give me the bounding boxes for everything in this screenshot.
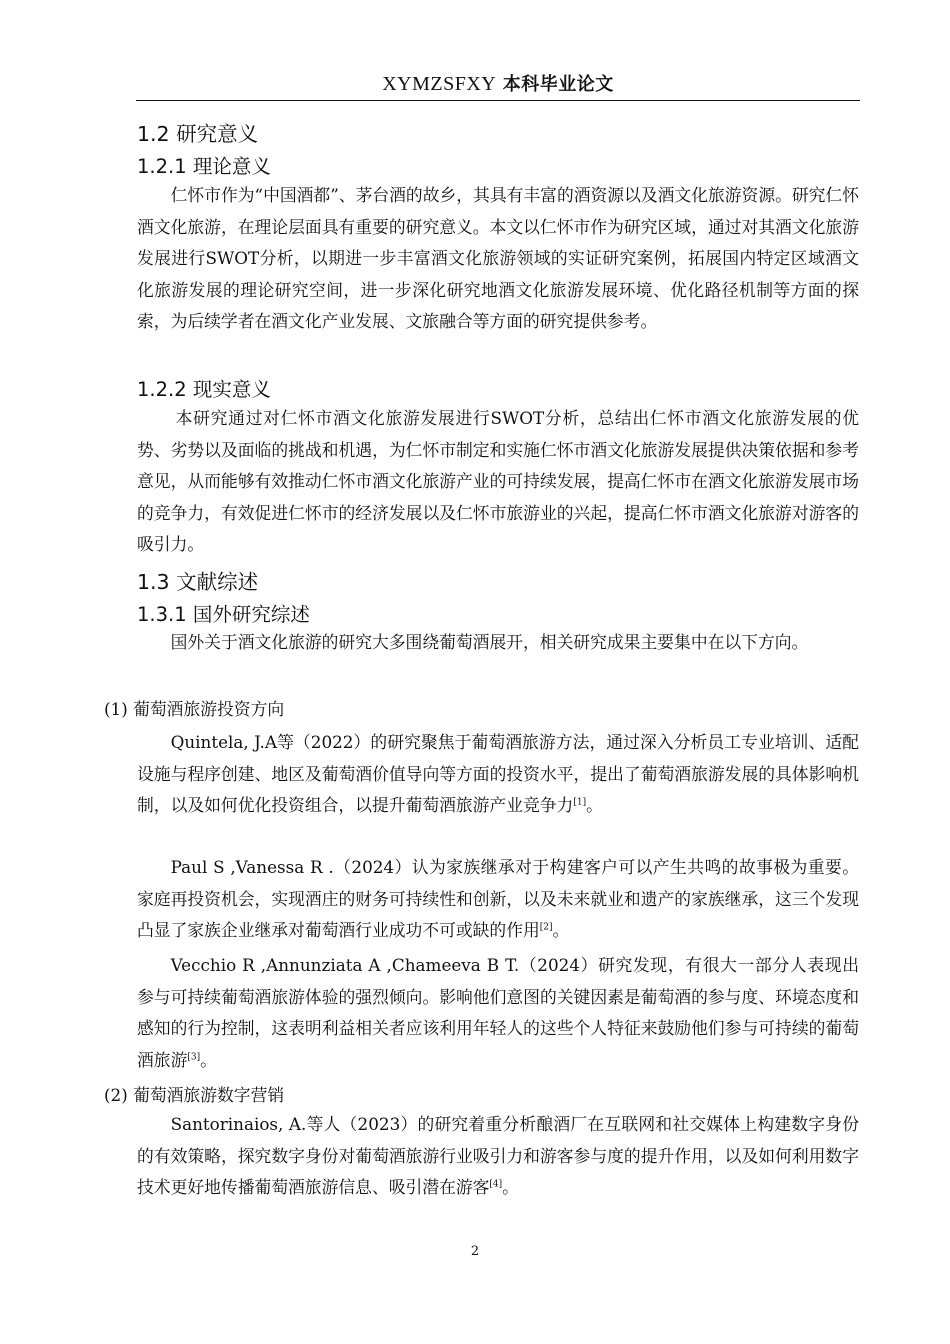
- paragraph-paul-text: Paul S ,Vanessa R .（2024）认为家族继承对于构建客户可以产生共鸣的故事极为重要。家庭再投资机会，实现酒庄的财务可持续性和创新，以及未来就业和遗产的家族继承，这三个发现凸显了家族企业继承对葡萄酒行业成功不可或缺的作用: [137, 857, 859, 940]
- heading-1-3-1: 1.3.1 国外研究综述: [137, 603, 310, 626]
- header-latin: XYMZSFXY: [382, 73, 497, 95]
- list-item-digital-marketing: (2) 葡萄酒旅游数字营销: [104, 1085, 285, 1105]
- header-rule: [136, 100, 860, 101]
- page-number: 2: [470, 1244, 480, 1259]
- citation-4: [4]: [489, 1179, 503, 1190]
- heading-1-2-1: 1.2.1 理论意义: [137, 155, 271, 178]
- citation-2: [2]: [539, 922, 553, 933]
- page-header: [136, 70, 860, 96]
- heading-1-2-2: 1.2.2 现实意义: [137, 378, 271, 401]
- paragraph-quintela-end: 。: [586, 795, 603, 815]
- heading-1-2: 1.2 研究意义: [137, 122, 259, 146]
- paragraph-quintela-text: Quintela, J.A等（2022）的研究聚焦于葡萄酒旅游方法，通过深入分析员工专业培训、适配设施与程序创建、地区及葡萄酒价值导向等方面的投资水平，提出了葡萄酒旅游发展的具体影响机制，以及如何优化投资组合，以提升葡萄酒旅游产业竞争力: [137, 732, 859, 815]
- citation-1: [1]: [573, 797, 587, 808]
- paragraph-quintela: [137, 727, 859, 822]
- paragraph-vecchio: [137, 950, 859, 1076]
- paragraph-practical: 本研究通过对仁怀市酒文化旅游发展进行SWOT分析，总结出仁怀市酒文化旅游发展的优势、劣势以及面临的挑战和机遇，为仁怀市制定和实施仁怀市酒文化旅游发展提供决策依据和参考意见，从而能够有效推动仁怀市酒文化旅游产业的可持续发展，提高仁怀市在酒文化旅游发展市场的竞争力，有效促进仁怀市的经济发展以及仁怀市旅游业的兴起，提高仁怀市酒文化旅游对游客的吸引力。: [137, 408, 859, 554]
- paragraph-theoretical: 仁怀市作为“中国酒都”、茅台酒的故乡，其具有丰富的酒资源以及酒文化旅游资源。研究仁怀酒文化旅游，在理论层面具有重要的研究意义。本文以仁怀市作为研究区域，通过对其酒文化旅游发展进行SWOT分析，以期进一步丰富酒文化旅游领域的实证研究案例，拓展国内特定区域酒文化旅游发展的理论研究空间，进一步深化研究地酒文化旅游发展环境、优化路径机制等方面的探索，为后续学者在酒文化产业发展、文旅融合等方面的研究提供参考。: [137, 185, 860, 331]
- paragraph-vecchio-text: Vecchio R ,Annunziata A ,Chameeva B T.（2024）研究发现，有很大一部分人表现出参与可持续葡萄酒旅游体验的强烈倾向。影响他们意图的关键因素是葡萄酒的参与度、环境态度和感知的行为控制，这表明利益相关者应该利用年轻人的这些个人特征来鼓励他们参与可持续的葡萄酒旅游: [137, 955, 859, 1070]
- paragraph-paul: [137, 852, 859, 947]
- list-item-investment: (1) 葡萄酒旅游投资方向: [104, 699, 285, 719]
- citation-3: [3]: [187, 1051, 201, 1062]
- paragraph-santorinaios-text: Santorinaios, A.等人（2023）的研究着重分析酿酒厂在互联网和社交媒体上构建数字身份的有效策略，探究数字身份对葡萄酒旅游行业吸引力和游客参与度的提升作用，以及如何利用数字技术更好地传播葡萄酒旅游信息、吸引潜在游客: [137, 1114, 859, 1197]
- paragraph-santorinaios-end: 。: [502, 1177, 519, 1197]
- paragraph-santorinaios: [137, 1109, 859, 1204]
- paragraph-paul-end: 。: [552, 920, 570, 940]
- heading-1-3: 1.3 文献综述: [137, 570, 259, 594]
- paragraph-foreign-intro: 国外关于酒文化旅游的研究大多围绕葡萄酒展开，相关研究成果主要集中在以下方向。: [170, 632, 809, 652]
- header-title: 本科毕业论文: [502, 74, 614, 95]
- paragraph-vecchio-end: 。: [200, 1049, 217, 1070]
